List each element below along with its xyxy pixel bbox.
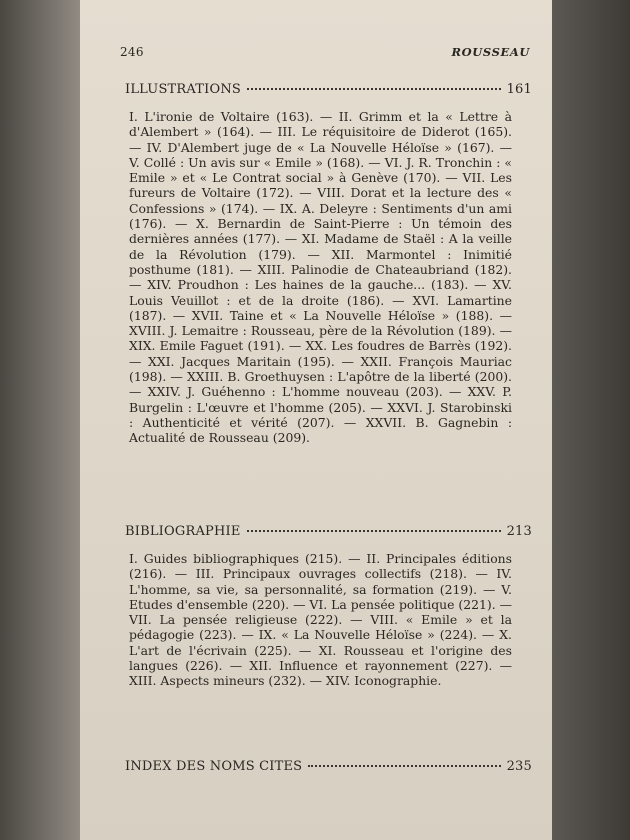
bibliographie-entries: I. Guides bibliographiques (215). — II. Principales éditions (216). — III. Principaux ouvrages collectifs (218). — IV. L'homme, sa vie, sa personnalité, sa formation (219). — V. Etudes d'ensemble (220). — VI. La pensée politique (221). — VII. La pensée religieuse (222). — VIII. « Emile » et la pédagogie (223). — IX. « La Nouvelle Héloïse » (224). — X. L'art de l'écrivain (225). — XI. Rousseau et l'origine des langues (226). — XII. Influence et rayonnement (227). — XIII. Aspects mineurs (232). — XIV. Iconographie. bbox=[129, 551, 512, 689]
toc-page-number: 161 bbox=[506, 82, 532, 97]
toc-heading: INDEX DES NOMS CITES bbox=[125, 759, 303, 774]
dot-leader bbox=[308, 765, 500, 767]
toc-page-number: 213 bbox=[506, 524, 532, 539]
dot-leader bbox=[247, 88, 501, 90]
toc-line-index bbox=[125, 759, 532, 774]
page-number: 246 bbox=[120, 45, 144, 59]
right-book-shadow bbox=[552, 0, 630, 840]
toc-page-number: 235 bbox=[506, 759, 532, 774]
toc-heading: ILLUSTRATIONS bbox=[125, 82, 242, 97]
toc-heading: BIBLIOGRAPHIE bbox=[125, 524, 241, 539]
toc-line-bibliographie bbox=[125, 524, 532, 539]
section-index bbox=[125, 759, 532, 774]
dot-leader bbox=[247, 530, 501, 532]
running-title: ROUSSEAU bbox=[451, 45, 530, 59]
left-book-shadow bbox=[0, 0, 80, 840]
section-illustrations bbox=[125, 82, 532, 446]
toc-line-illustrations bbox=[125, 82, 532, 97]
illustrations-entries: I. L'ironie de Voltaire (163). — II. Grimm et la « Lettre à d'Alembert » (164). — III. Le réquisitoire de Diderot (165). — IV. D'Alembert juge de « La Nouvelle Héloïse » (167). — V. Collé : Un avis sur « Emile » (168). — VI. J. R. Tronchin : « Emile » et « Le Contrat social » à Genève (170). — VII. Les fureurs de Voltaire (172). — VIII. Dorat et la lecture des « Confessions » (174). — IX. A. Deleyre : Sentiments d'un ami (176). — X. Bernardin de Saint-Pierre : Un témoin des dernières années (177). — XI. Madame de Staël : A la veille de la Révolution (179). — XII. Marmontel : Inimitié posthume (181). — XIII. Palinodie de Chateaubriand (182). — XIV. Proudhon : Les haines de la gauche... (183). — XV. Louis Veuillot : et de la droite (186). — XVI. Lamartine (187). — XVII. Taine et « La Nouvelle Héloïse » (188). — XVIII. J. Lemaitre : Rousseau, père de la Révolution (189). — XIX. Emile Faguet (191). — XX. Les foudres de Barrès (192). — XXI. Jacques Maritain (195). — XXII. François Mauriac (198). — XXIII. B. Groethuysen : L'apôtre de la liberté (200). — XXIV. J. Guéhenno : L'homme nouveau (203). — XXV. P. Burgelin : L'œuvre et l'homme (205). — XXVI. J. Starobinski : Authenticité et vérité (207). — XXVII. B. Gagnebin : Actualité de Rousseau (209). bbox=[129, 109, 512, 446]
book-page bbox=[80, 0, 552, 840]
section-bibliographie bbox=[125, 524, 532, 689]
